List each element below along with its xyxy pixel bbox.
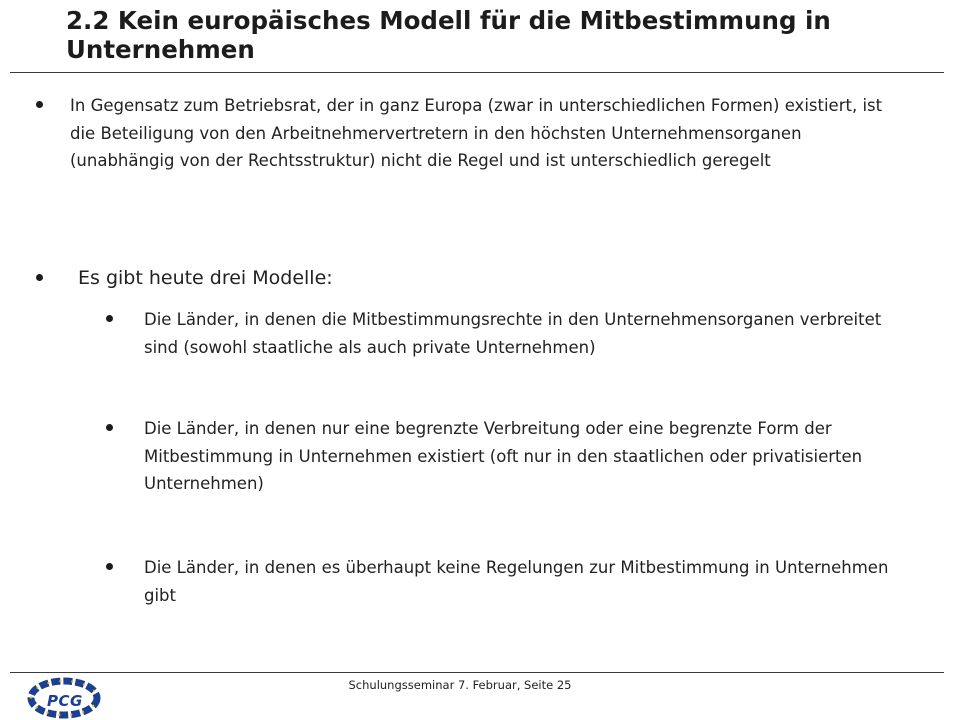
sub-bullet-text-2: Die Länder, in denen nur eine begrenzte Verbreitung oder eine begrenzte Form der Mitbestimmung in Unternehmen existiert (oft nur in den staatlichen oder privatisierten Unternehmen) bbox=[144, 419, 863, 493]
bullet-text-1: In Gegensatz zum Betriebsrat, der in ganz Europa (zwar in unterschiedlichen Formen) existiert, ist die Beteiligung von den Arbeitnehmervertretern in den höchsten Unternehmensorganen (unabhängig von der Rechtsstruktur) nicht die Regel und ist unterschiedlich geregelt bbox=[70, 96, 883, 170]
bullet-dot bbox=[36, 101, 43, 108]
logo-wordmark: PCG bbox=[47, 692, 83, 710]
title-divider bbox=[10, 72, 944, 73]
footer-text: Schulungsseminar 7. Februar, Seite 25 bbox=[348, 678, 572, 692]
bullet-text-2: Es gibt heute drei Modelle: bbox=[78, 267, 333, 289]
sub-bullet-dot bbox=[106, 315, 113, 322]
sub-bullet-dot bbox=[106, 424, 113, 431]
bullet-dot bbox=[36, 274, 43, 281]
footer-divider bbox=[10, 672, 944, 673]
sub-bullet-dot bbox=[106, 563, 113, 570]
sub-bullet-text-1: Die Länder, in denen die Mitbestimmungsrechte in den Unternehmensorganen verbreitet sind (sowohl staatliche als auch private Unternehmen) bbox=[144, 310, 882, 357]
sub-bullet-text-3: Die Länder, in denen es überhaupt keine Regelungen zur Mitbestimmung in Unternehmen gibt bbox=[144, 558, 889, 605]
slide-title: 2.2 Kein europäisches Modell für die Mitbestimmung in Unternehmen bbox=[66, 6, 831, 64]
